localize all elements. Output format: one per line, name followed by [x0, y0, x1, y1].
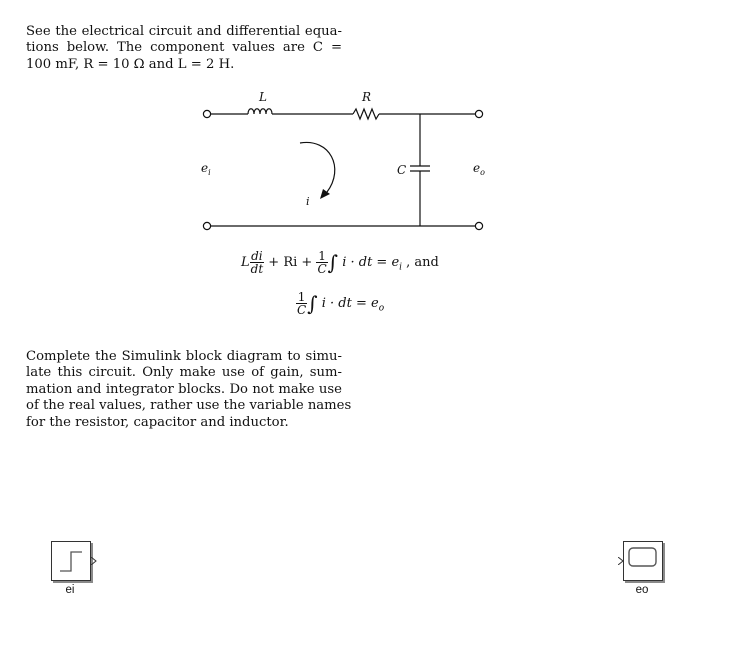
step-icon — [52, 542, 90, 580]
input-terminal-bottom — [203, 222, 210, 229]
eq1-tail: , and — [406, 255, 439, 270]
eq1-integral: ∫ — [327, 250, 339, 275]
output-terminal-top — [475, 110, 482, 117]
task-line: late this circuit. Only make use of gain, sum- — [26, 365, 342, 381]
task-line: Complete the Simulink block diagram to simu- — [26, 349, 342, 364]
output-terminal-bottom — [475, 222, 482, 229]
current-arrow-arc — [300, 142, 335, 192]
eq1-sub: i — [399, 262, 403, 273]
equation-1 — [241, 250, 439, 275]
resistor-label: R — [362, 90, 372, 104]
inductor-symbol — [248, 109, 272, 114]
intro-line: See the electrical circuit and differential equa- — [26, 24, 342, 39]
intro-line: 100 mF, R = 10 Ω and L = 2 H. — [26, 56, 235, 72]
current-label: i — [306, 195, 310, 208]
resistor-symbol — [353, 109, 379, 119]
eq1-one-over-c: $\frac{1}{C}$ — [317, 249, 327, 276]
step-block[interactable] — [51, 541, 91, 581]
capacitor-label: C — [397, 163, 407, 177]
eq1-L: L — [241, 255, 250, 270]
task-paragraph — [26, 349, 352, 431]
step-block-label: ei — [65, 584, 75, 596]
eq2-one-over-c: $\frac{1}{C}$ — [297, 290, 307, 317]
step-output-port-icon[interactable] — [91, 557, 97, 565]
equation-2 — [296, 291, 384, 316]
eq2-sub: o — [378, 303, 385, 314]
scope-block[interactable] — [623, 541, 663, 581]
task-line: for the resistor, capacitor and inductor. — [26, 414, 289, 430]
task-line: mation and integrator blocks. Do not make use — [26, 381, 342, 397]
eq1-plus-ri: + Ri + — [268, 255, 313, 270]
task-line: of the real values, rather use the variable names — [26, 398, 352, 414]
eq2-integral: ∫ — [307, 291, 318, 316]
input-voltage-label: $e_i$ — [201, 161, 211, 177]
intro-line: tions below. The component values are C = — [26, 40, 342, 56]
scope-icon — [624, 542, 662, 580]
eq1-derivative: $\frac{di}{dt}$ — [250, 249, 264, 276]
eq1-body: i · dt = e — [342, 255, 400, 270]
input-terminal-top — [203, 110, 210, 117]
rlc-circuit-diagram — [0, 0, 741, 250]
eq2-body: i · dt = e — [321, 296, 379, 311]
inductor-label: L — [259, 90, 267, 104]
scope-block-label: eo — [635, 584, 649, 596]
output-voltage-label: $e_o$ — [473, 161, 485, 177]
